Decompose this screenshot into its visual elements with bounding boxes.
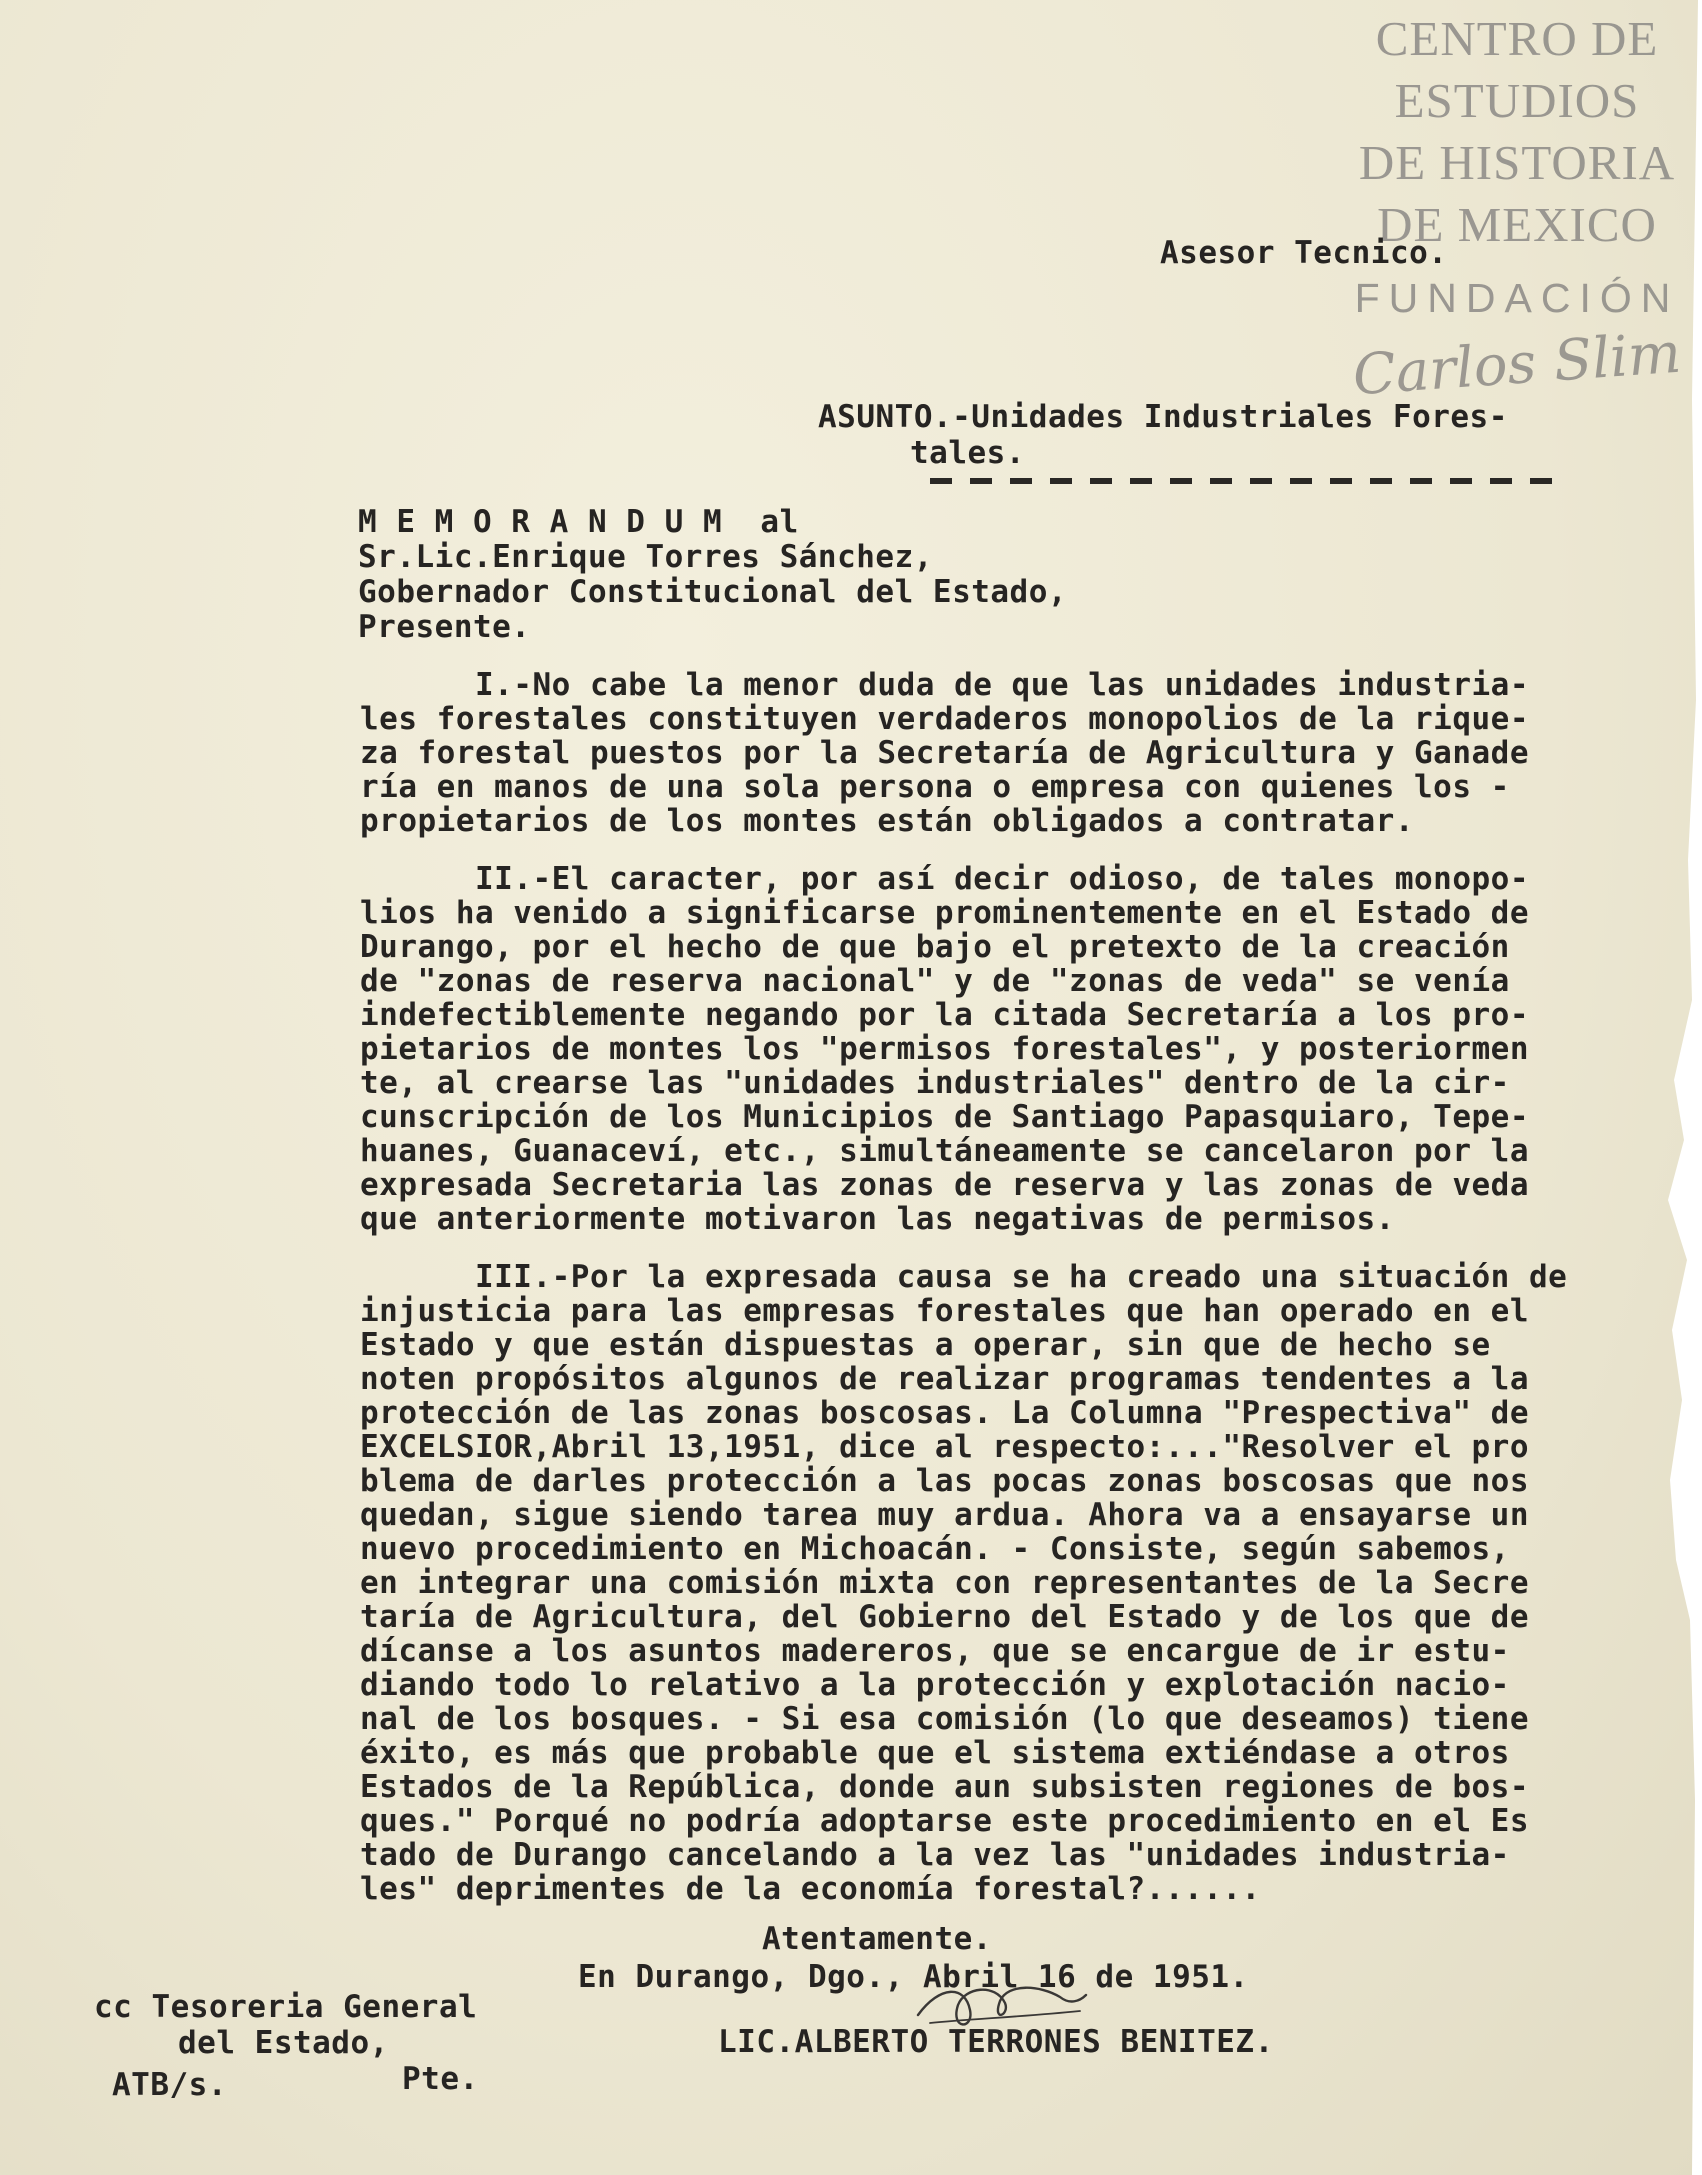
paragraph-1 xyxy=(360,668,1600,838)
closing-place-date: En Durango, Dgo., Abril 16 de 1951. xyxy=(578,1959,1249,1995)
paragraph-line: I.-No cabe la menor duda de que las unidades industria- xyxy=(360,667,1529,703)
cc-line-1: cc Tesoreria General xyxy=(94,1989,478,2025)
paragraph-line: Estado y que están dispuestas a operar, sin que de hecho se xyxy=(360,1327,1491,1363)
paragraph-line: blema de darles protección a las pocas zonas boscosas que nos xyxy=(360,1463,1529,1499)
paragraph-line: noten propósitos algunos de realizar programas tendentes a la xyxy=(360,1361,1529,1397)
paragraph-line: quedan, sigue siendo tarea muy ardua. Ahora va a ensayarse un xyxy=(360,1497,1529,1533)
paragraph-3 xyxy=(360,1260,1600,1906)
paragraph-line: pietarios de montes los "permisos forestales", y posteriormen xyxy=(360,1031,1529,1067)
paragraph-line: te, al crearse las "unidades industriales" dentro de la cir- xyxy=(360,1065,1510,1101)
addressee-title: Gobernador Constitucional del Estado, xyxy=(358,574,1068,610)
cc-line-2: del Estado, xyxy=(178,2025,389,2061)
paragraph-line: taría de Agricultura, del Gobierno del Estado y de los que de xyxy=(360,1599,1529,1635)
paragraph-line: Estados de la República, donde aun subsisten regiones de bos- xyxy=(360,1769,1529,1805)
paragraph-line: injusticia para las empresas forestales que han operado en el xyxy=(360,1293,1529,1329)
paragraph-line: éxito, es más que probable que el sistema extiéndase a otros xyxy=(360,1735,1510,1771)
addressee-name: Sr.Lic.Enrique Torres Sánchez, xyxy=(358,539,933,575)
paragraph-line: de "zonas de reserva nacional" y de "zonas de veda" se venía xyxy=(360,963,1510,999)
paragraph-line: indefectiblemente negando por la citada Secretaría a los pro- xyxy=(360,997,1529,1033)
paragraph-line: expresada Secretaria las zonas de reserva y las zonas de veda xyxy=(360,1167,1529,1203)
subject-divider xyxy=(930,478,1565,484)
paragraph-line: ría en manos de una sola persona o empresa con quienes los - xyxy=(360,769,1510,805)
typist-initials: ATB/s. xyxy=(112,2067,227,2103)
subject-line-2: tales. xyxy=(910,435,1025,471)
watermark-line-1: CENTRO DE xyxy=(1375,11,1659,66)
paragraph-line: Durango, por el hecho de que bajo el pretexto de la creación xyxy=(360,929,1510,965)
paragraph-line: les" deprimentes de la economía forestal?...... xyxy=(360,1871,1261,1907)
watermark-line-2: ESTUDIOS xyxy=(1394,73,1640,128)
paragraph-2 xyxy=(360,862,1600,1236)
paragraph-line: huanes, Guanaceví, etc., simultáneamente se cancelaron por la xyxy=(360,1133,1529,1169)
sender-title: Asesor Tecnico. xyxy=(1160,235,1448,271)
paragraph-line: lios ha venido a significarse prominentemente en el Estado de xyxy=(360,895,1529,931)
closing-regards: Atentamente. xyxy=(762,1921,992,1957)
watermark-fundacion: FUNDACIÓN xyxy=(1354,275,1680,321)
paragraph-line: ques." Porqué no podría adoptarse este procedimiento en el Es xyxy=(360,1803,1529,1839)
addressee-presente: Presente. xyxy=(358,609,531,645)
paragraph-line: protección de las zonas boscosas. La Columna "Prespectiva" de xyxy=(360,1395,1529,1431)
paragraph-line: nal de los bosques. - Si esa comisión (lo que deseamos) tiene xyxy=(360,1701,1529,1737)
paragraph-line: en integrar una comisión mixta con representantes de la Secre xyxy=(360,1565,1529,1601)
paragraph-line: III.-Por la expresada causa se ha creado una situación de xyxy=(360,1259,1568,1295)
paragraph-line: EXCELSIOR,Abril 13,1951, dice al respecto:..."Resolver el pro xyxy=(360,1429,1529,1465)
paragraph-line: nuevo procedimiento en Michoacán. - Consiste, según sabemos, xyxy=(360,1531,1510,1567)
paragraph-line: propietarios de los montes están obligados a contratar. xyxy=(360,803,1414,839)
watermark-line-4: DE MEXICO xyxy=(1377,197,1657,252)
paragraph-line: cunscripción de los Municipios de Santiago Papasquiaro, Tepe- xyxy=(360,1099,1529,1135)
paragraph-line: za forestal puestos por la Secretaría de Agricultura y Ganade xyxy=(360,735,1529,771)
paragraph-line: diando todo lo relativo a la protección y explotación nacio- xyxy=(360,1667,1510,1703)
paragraph-line: II.-El caracter, por así decir odioso, de tales monopo- xyxy=(360,861,1529,897)
cc-line-3: Pte. xyxy=(402,2061,479,2097)
memo-heading: M E M O R A N D U M al xyxy=(358,504,799,540)
paragraph-line: dícanse a los asuntos madereros, que se encargue de ir estu- xyxy=(360,1633,1510,1669)
signer-name: LIC.ALBERTO TERRONES BENITEZ. xyxy=(718,2024,1274,2060)
paragraph-line: les forestales constituyen verdaderos monopolios de la rique- xyxy=(360,701,1529,737)
paragraph-line: que anteriormente motivaron las negativas de permisos. xyxy=(360,1201,1395,1237)
watermark-signature: Carlos Slim xyxy=(1350,320,1684,409)
archive-watermark xyxy=(1350,8,1684,409)
watermark-line-3: DE HISTORIA xyxy=(1358,135,1676,190)
subject-line-1: ASUNTO.-Unidades Industriales Fores- xyxy=(818,399,1508,435)
paragraph-line: tado de Durango cancelando a la vez las "unidades industria- xyxy=(360,1837,1510,1873)
